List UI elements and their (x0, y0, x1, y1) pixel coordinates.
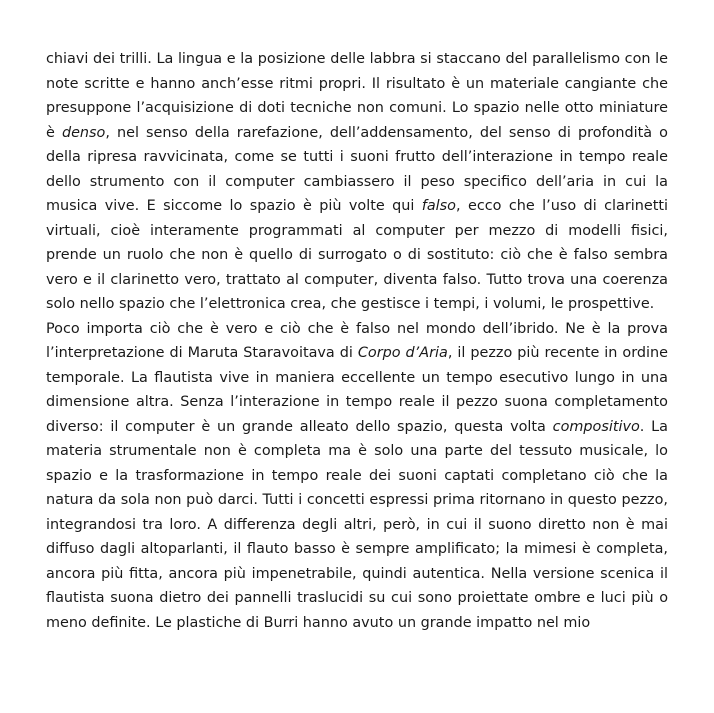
italic-title-corpo-d-aria: Corpo d’Aria (357, 345, 448, 361)
document-page (46, 47, 668, 635)
paragraph-2 (46, 317, 668, 636)
paragraph-2-segment-1: Poco importa ciò che è vero e ciò che è falso nel mondo dell’ibrido. Ne è la prova l’interpretazione di Maruta Staravoitava di (46, 320, 668, 361)
paragraph-1-segment-1: chiavi dei trilli. La lingua e la posizione delle labbra si staccano del parallelismo con le note scritte e hanno anch’esse ritmi propri. Il risultato è un materiale cangiante che presuppone l’acquisizione di doti tecniche non comuni. Lo spazio nelle otto miniature è (46, 51, 668, 141)
italic-term-falso: falso (421, 198, 456, 214)
paragraph-1-segment-5: , ecco che l’uso di clarinetti virtuali, cioè interamente programmati al computer per mezzo di modelli fisici, prende un ruolo che non è quello di surrogato o di sostituto: ciò che è falso sembra vero e il clarinetto vero, trattato al computer, diventa falso. Tutto trova una coerenza solo nello spazio che l’elettronica crea, che gestisce i tempi, i volumi, le prospettive. (46, 198, 668, 312)
paragraph-2-segment-5: . La materia strumentale non è completa ma è solo una parte del tessuto musicale, lo spazio e la trasformazione in tempo reale dei suoni captati completano ciò che la natura da sola non può darci. Tutti i concetti espressi prima ritornano in questo pezzo, integrandosi tra loro. A differenza degli altri, però, in cui il suono diretto non è mai diffuso dagli altoparlanti, il flauto basso è sempre amplificato; la mimesi è completa, ancora più fitta, ancora più impenetrabile, quindi autentica. Nella versione scenica il flautista suona dietro dei pannelli traslucidi su cui sono proiettate ombre e luci più o meno definite. Le plastiche di Burri hanno avuto un grande impatto nel mio (46, 418, 668, 631)
italic-term-denso: denso (61, 124, 106, 141)
paragraph-1-segment-3: , nel senso della rarefazione, dell’addensamento, del senso di profondità o della ripresa ravvicinata, come se tutti i suoni frutto dell’interazione in tempo reale dello strumento con il computer cambiassero il peso specifico dell’aria in cui la musica vive. E siccome lo spazio è più volte qui (46, 124, 668, 214)
paragraph-2-segment-3: , il pezzo più recente in ordine temporale. La flautista vive in maniera eccellente un tempo esecutivo lungo in una dimensione altra. Senza l’interazione in tempo reale il pezzo suona completamento diverso: il computer è un grande alleato dello spazio, questa volta (46, 345, 668, 435)
paragraph-1 (46, 47, 668, 317)
italic-term-compositivo: compositivo (552, 418, 640, 435)
